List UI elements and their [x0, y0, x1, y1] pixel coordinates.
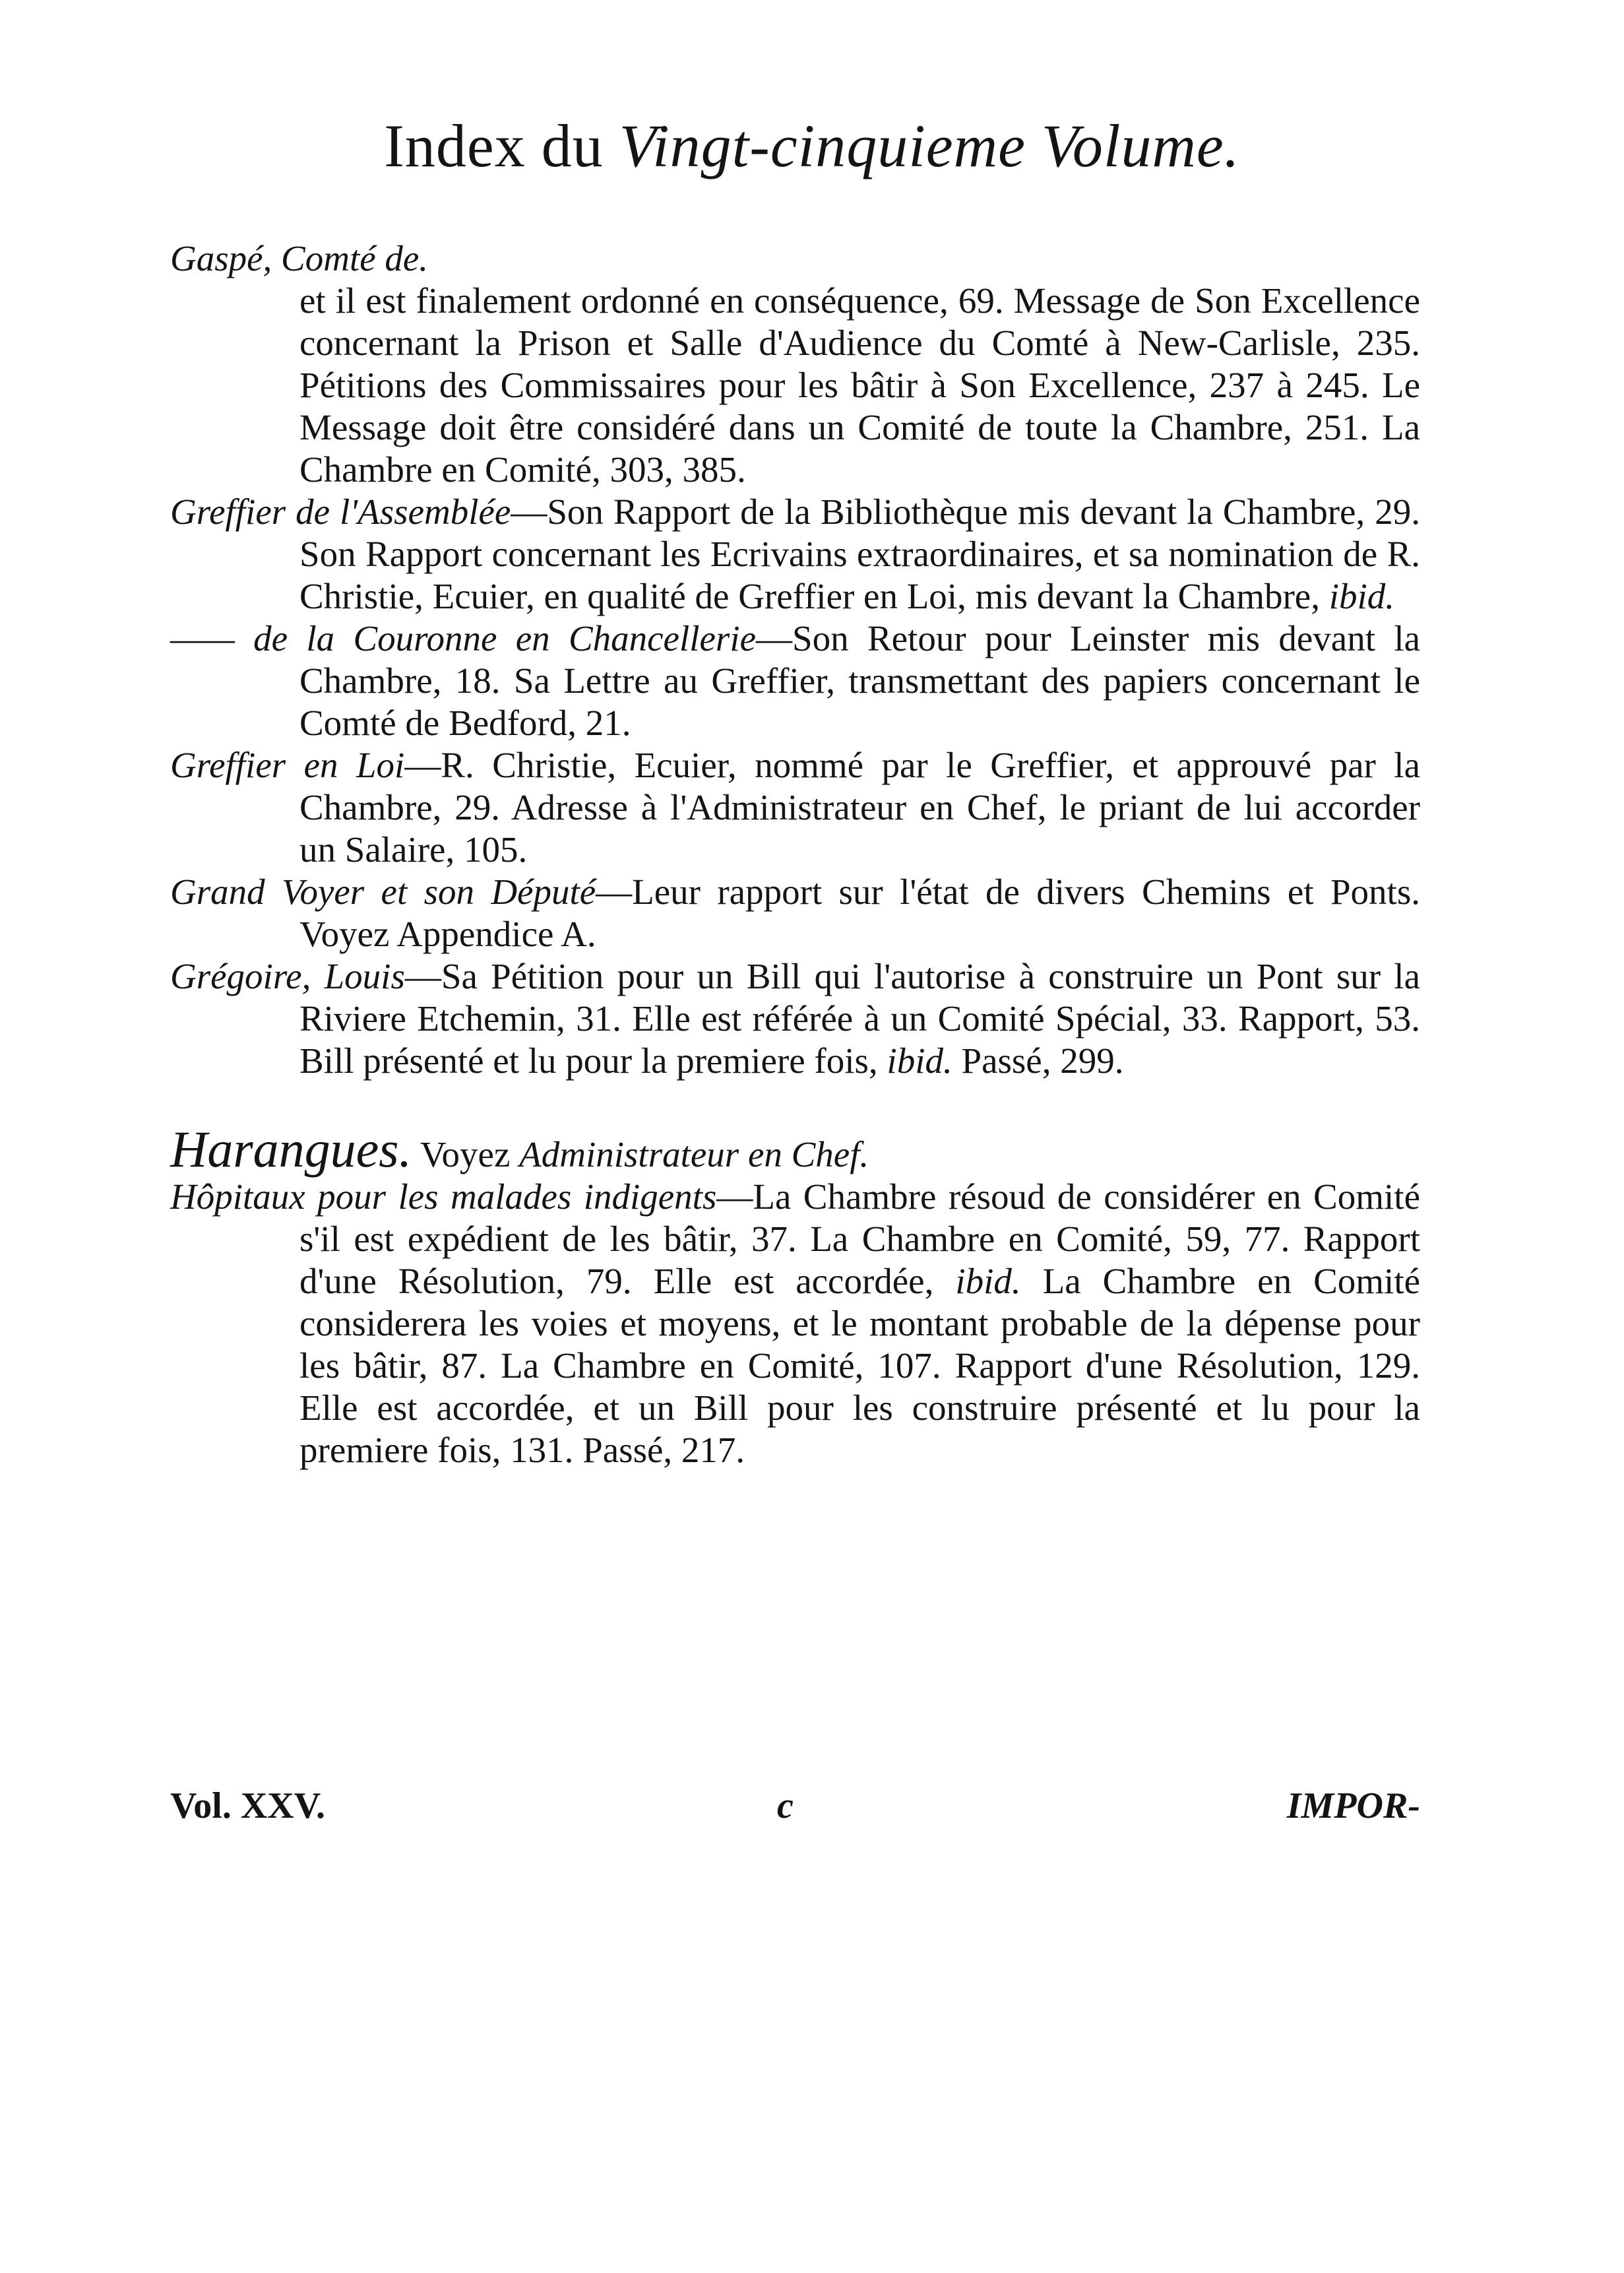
entry-ibid: ibid. [1328, 576, 1395, 616]
entry-text: et il est finalement ordonné en conséquence, 69. Message de Son Excellence concernant la Prison et Salle d'Audience du Comté à New-Carlisle, 235. Pétitions des Commissaires pour les bâtir à Son Excellence, 237 à 245. Le Message doit être considéré dans un Comité de toute la Chambre, 251. La Chambre en Comité, 303, 385. [299, 280, 1420, 490]
index-entry-gaspe-body [170, 280, 1420, 491]
entry-text: —Sa Pétition pour un Bill qui l'autorise à construire un Pont sur la Riviere Etchemin, 31. Elle est référée à un Comité Spécial, 33. Rapport, 53. Bill présenté et lu pour la premiere fois, [299, 956, 1420, 1081]
entry-cross-reference: Administrateur en Chef. [519, 1134, 869, 1174]
entry-heading: Greffier en Loi [170, 745, 405, 785]
index-entry-greffier-assemblee [170, 491, 1420, 618]
entry-heading: Greffier de l'Assemblée [170, 492, 511, 532]
entry-ibid: ibid. [955, 1261, 1021, 1301]
index-entry-hopitaux [170, 1176, 1420, 1471]
volume-label: Vol. XXV. [170, 1785, 325, 1826]
index-entry-couronne-chancellerie [170, 618, 1420, 744]
entry-heading: Harangues. [170, 1120, 412, 1178]
entry-text: —Leur rapport sur l'état de divers Chemins et Ponts. Voyez Appendice A. [299, 872, 1420, 954]
index-entry-gregoire [170, 955, 1420, 1082]
index-entries [170, 238, 1420, 1471]
title-part-2: Vingt-cinquieme Volume. [619, 112, 1240, 179]
entry-text: —Son Retour pour Leinster mis devant la Chambre, 18. Sa Lettre au Greffier, transmettant des papiers concernant le Comté de Bedford, 21. [299, 618, 1421, 743]
entry-heading: Gaspé, Comté de. [170, 238, 429, 278]
entry-text: Voyez [412, 1134, 520, 1174]
entry-text: —Son Rapport de la Bibliothèque mis devant la Chambre, 29. Son Rapport concernant les Ecrivains extraordinaires, et sa nomination de R. Christie, Ecuier, en qualité de Greffier en Loi, mis devant la Chambre, [299, 492, 1420, 616]
entry-text-after: Passé, 299. [952, 1040, 1124, 1081]
index-entry-gaspe-head [170, 238, 1420, 280]
index-entry-harangues [170, 1120, 1420, 1178]
index-entry-greffier-en-loi [170, 744, 1420, 871]
entry-heading: Grand Voyer et son Député [170, 872, 596, 912]
entry-heading: Grégoire, Louis [170, 956, 405, 996]
entry-text: —La Chambre résoud de considérer en Comité s'il est expédient de les bâtir, 37. La Chambre en Comité, 59, 77. Rapport d'une Résolution, 79. Elle est accordée, [299, 1176, 1420, 1301]
index-entry-grand-voyer [170, 871, 1420, 955]
page-title [0, 111, 1624, 181]
catchword: IMPOR- [1286, 1785, 1420, 1826]
signature-mark: c [777, 1785, 794, 1826]
entry-heading: —— de la Couronne en Chancellerie [170, 618, 757, 658]
title-part-1: Index du [384, 112, 604, 179]
entry-text-after: La Chambre en Comité considerera les voies et moyens, et le montant probable de la dépense pour les bâtir, 87. La Chambre en Comité, 107. Rapport d'une Résolution, 129. Elle est accordée, et un Bill pour les construire présenté et lu pour la premiere fois, 131. Passé, 217. [299, 1261, 1421, 1470]
entry-ibid: ibid. [887, 1040, 953, 1081]
entry-text: —R. Christie, Ecuier, nommé par le Greffier, et approuvé par la Chambre, 29. Adresse à l'Administrateur en Chef, le priant de lui accorder un Salaire, 105. [299, 745, 1420, 870]
entry-heading: Hôpitaux pour les malades indigents [170, 1176, 717, 1217]
